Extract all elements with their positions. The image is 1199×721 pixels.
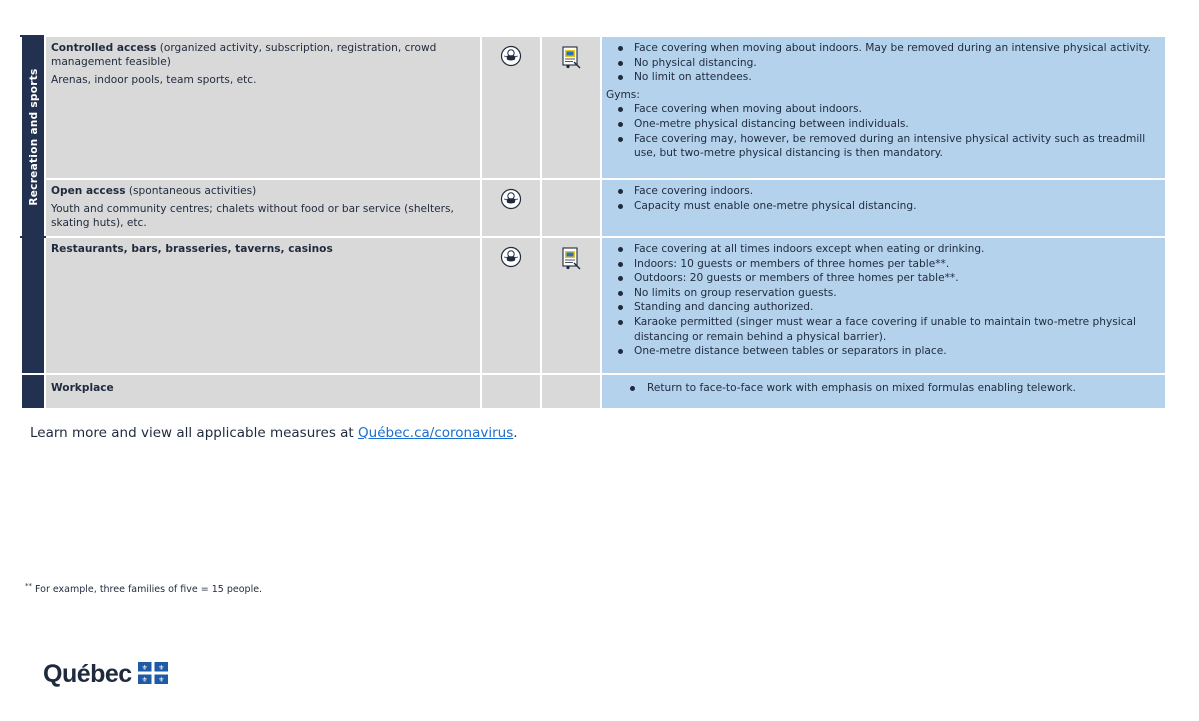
passport-icon-cell <box>541 237 601 374</box>
gyms-measures-list <box>606 102 1157 160</box>
activity-examples: Arenas, indoor pools, team sports, etc. <box>51 74 257 86</box>
list-item: Indoors: 10 guests or members of three homes per table**. <box>606 257 1157 272</box>
list-item: No physical distancing. <box>606 56 1157 71</box>
activity-title: Workplace <box>51 382 114 394</box>
learn-more-prefix: Learn more and view all applicable measures at <box>30 425 359 441</box>
passport-icon-cell <box>541 36 601 179</box>
list-item: Face covering indoors. <box>606 184 1157 199</box>
measures-cell <box>601 237 1166 374</box>
footnote-mark: ** <box>25 582 32 590</box>
table-row <box>21 374 1166 409</box>
list-item: No limit on attendees. <box>606 70 1157 85</box>
sector-cell <box>21 374 45 409</box>
gyms-label: Gyms: <box>606 88 640 101</box>
list-item: Face covering when moving about indoors. May be removed during an intensive physical activity. <box>606 41 1157 56</box>
learn-more-suffix: . <box>513 425 518 441</box>
list-item: One-metre distance between tables or separators in place. <box>606 344 1157 359</box>
measures-list <box>606 41 1157 85</box>
svg-text:⚜: ⚜ <box>141 663 148 672</box>
list-item: Outdoors: 20 guests or members of three homes per table**. <box>606 271 1157 286</box>
sector-cell <box>21 36 45 237</box>
activity-title: Open access <box>51 185 126 197</box>
activity-cell <box>45 36 481 179</box>
svg-text:⚜: ⚜ <box>157 663 165 672</box>
logo-wordmark: Québec <box>43 660 132 688</box>
table-row <box>21 237 1166 374</box>
list-item: Face covering may, however, be removed during an intensive physical activity such as treadmill use, but two-metre physical distancing is then mandatory. <box>606 132 1157 161</box>
measures-table <box>20 35 1167 410</box>
table-row <box>21 179 1166 237</box>
activity-cell <box>45 179 481 237</box>
sector-cell <box>21 237 45 374</box>
list-item: Face covering at all times indoors except when eating or drinking. <box>606 242 1157 257</box>
coronavirus-link[interactable]: Québec.ca/coronavirus <box>358 425 514 441</box>
face-mask-icon <box>500 188 522 210</box>
measures-cell <box>601 179 1166 237</box>
quebec-logo <box>43 660 168 689</box>
activity-cell <box>45 237 481 374</box>
footnote-text: For example, three families of five = 15 people. <box>32 584 263 596</box>
list-item: Return to face-to-face work with emphasis on mixed formulas enabling telework. <box>606 381 1157 396</box>
vaccine-passport-icon <box>560 246 582 270</box>
activity-note: (spontaneous activities) <box>125 185 257 197</box>
footnote <box>25 582 262 595</box>
empty-icon-cell <box>541 374 601 409</box>
sector-label: Recreation and sports <box>28 67 40 206</box>
quebec-flag-icon <box>138 662 168 688</box>
activity-note: (organized activity, subscription, registration, crowd management feasible) <box>51 42 437 68</box>
svg-text:⚜: ⚜ <box>141 675 148 684</box>
measures-cell <box>601 374 1166 409</box>
learn-more-text <box>30 425 518 441</box>
activity-title: Restaurants, bars, brasseries, taverns, casinos <box>51 243 333 255</box>
measures-cell <box>601 36 1166 179</box>
measures-list <box>606 242 1157 359</box>
vaccine-passport-icon <box>560 45 582 69</box>
svg-text:⚜: ⚜ <box>157 675 165 684</box>
empty-icon-cell <box>481 374 541 409</box>
activity-title: Controlled access <box>51 42 157 54</box>
measures-list <box>606 381 1157 396</box>
list-item: Standing and dancing authorized. <box>606 300 1157 315</box>
empty-icon-cell <box>541 179 601 237</box>
list-item: One-metre physical distancing between individuals. <box>606 117 1157 132</box>
list-item: Karaoke permitted (singer must wear a face covering if unable to maintain two-metre physical distancing or remain behind a physical barrier). <box>606 315 1157 344</box>
face-mask-icon <box>500 246 522 268</box>
table-row <box>21 36 1166 179</box>
mask-icon-cell <box>481 36 541 179</box>
measures-list <box>606 184 1157 213</box>
list-item: No limits on group reservation guests. <box>606 286 1157 301</box>
face-mask-icon <box>500 45 522 67</box>
mask-icon-cell <box>481 237 541 374</box>
activity-cell <box>45 374 481 409</box>
list-item: Capacity must enable one-metre physical distancing. <box>606 199 1157 214</box>
list-item: Face covering when moving about indoors. <box>606 102 1157 117</box>
mask-icon-cell <box>481 179 541 237</box>
activity-examples: Youth and community centres; chalets without food or bar service (shelters, skating huts), etc. <box>51 203 454 229</box>
